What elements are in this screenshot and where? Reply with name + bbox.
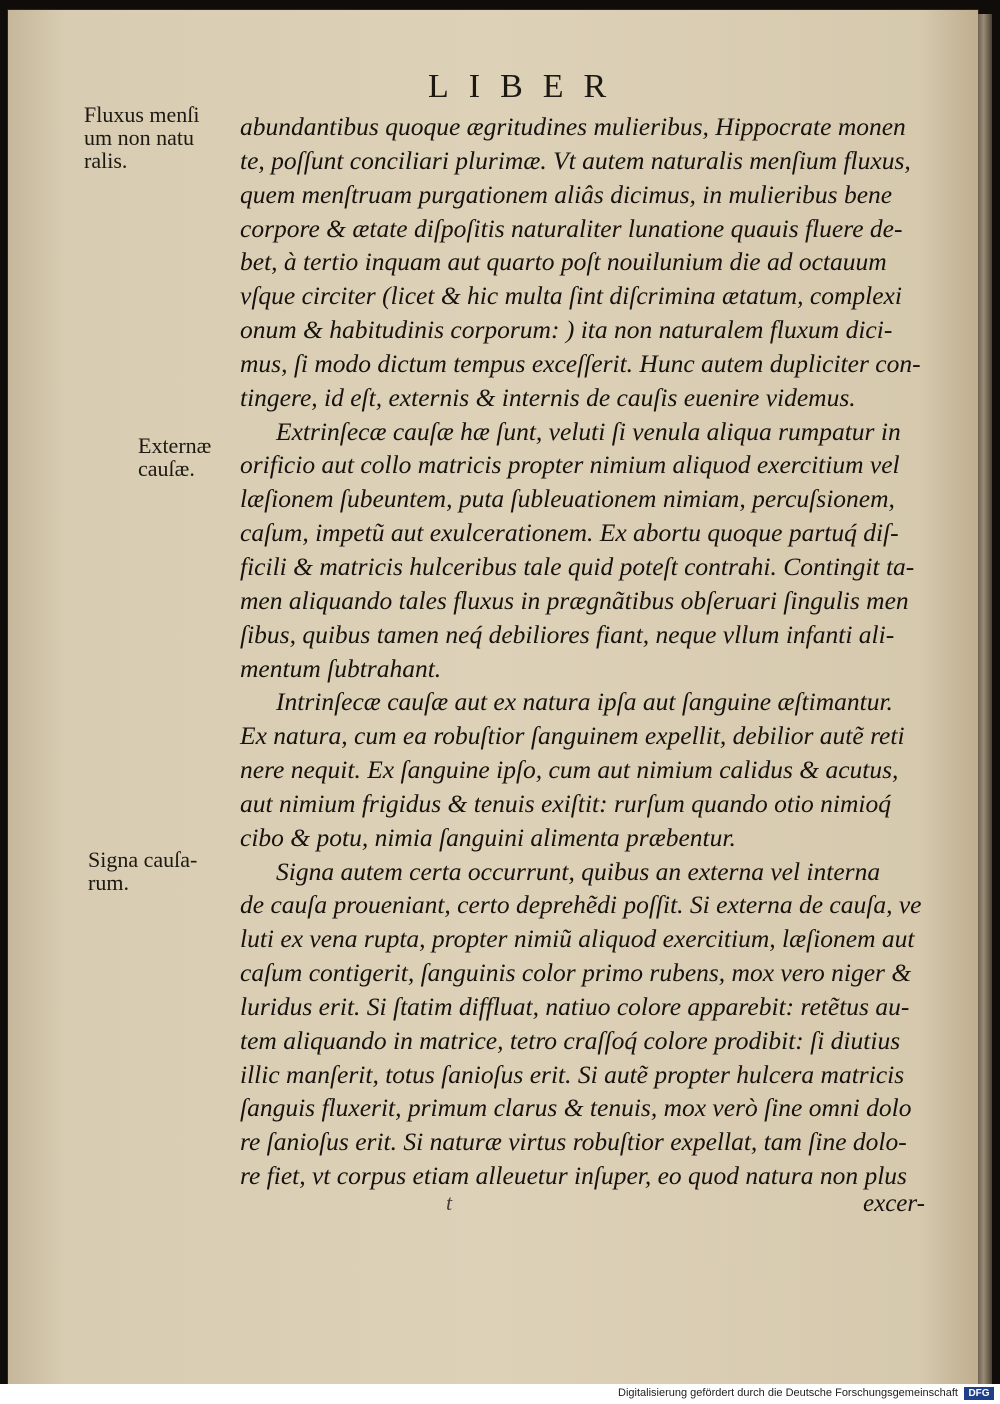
text-line: cibo & potu, nimia ſanguini alimenta præbentur.: [240, 822, 736, 852]
text-line: Ex natura, cum ea robuſtior ſanguinem expellit, debilior autẽ reti: [240, 721, 905, 751]
text-line: caſum contigerit, ſanguinis color primo rubens, mox vero niger &: [240, 958, 912, 988]
catchword: excer-: [863, 1190, 925, 1217]
text-line: mentum ſubtrahant.: [240, 653, 442, 683]
text-line: men aliquando tales fluxus in prægnãtibus obſeruari ſingulis men: [240, 585, 909, 615]
text-line: ſanguis fluxerit, primum clarus & tenuis, mox verò ſine omni dolo: [240, 1093, 912, 1123]
text-line: re fiet, vt corpus etiam alleuetur inſuper, eo quod natura non plus: [240, 1161, 907, 1191]
text-line: corpore & ætate diſpoſitis naturaliter lunatione quauis fluere de-: [240, 213, 903, 243]
book-page: [8, 10, 978, 1384]
text-line: mus, ſi modo dictum tempus exceſſerit. Hunc autem dupliciter con-: [240, 348, 921, 378]
text-line: onum & habitudinis corporum: ) ita non naturalem fluxum dici-: [240, 315, 893, 345]
text-line: Intrinſecæ cauſæ aut ex natura ipſa aut ſanguine æſtimantur.: [276, 687, 893, 717]
page-edge: [978, 14, 992, 1384]
text-line: de cauſa proueniant, certo deprehẽdi poſſit. Si externa de cauſa, ve: [240, 890, 922, 920]
main-text-block: [240, 110, 952, 1193]
text-line: orificio aut collo matricis propter nimium aliquod exercitium vel: [240, 450, 900, 480]
text-line: luti ex vena rupta, propter nimiũ aliquod exercitium, læſionem aut: [240, 924, 915, 954]
text-line: abundantibus quoque ægritudines mulieribus, Hippocrate monen: [240, 112, 906, 141]
text-line: te, poſſunt conciliari plurimæ. Vt autem naturalis menſium fluxus,: [240, 145, 911, 175]
text-line: bet, à tertio inquam aut quarto poſt nouilunium die ad octauum: [240, 247, 887, 277]
signature-mark: t: [446, 1190, 453, 1215]
marginal-note-signa: Signa cauſa- rum.: [88, 847, 198, 895]
text-line: quem menſtruam purgationem aliâs dicimus, in mulieribus bene: [240, 179, 893, 209]
text-line: Signa autem certa occurrunt, quibus an externa vel interna: [276, 856, 881, 886]
text-line: aut nimium frigidus & tenuis exiſtit: rurſum quando otio nimioq́: [240, 788, 891, 818]
text-line: luridus erit. Si ſtatim diffluat, natiuo colore apparebit: retẽtus au-: [240, 991, 910, 1021]
text-line: tingere, id eſt, externis & internis de cauſis euenire videmus.: [240, 382, 856, 412]
marginal-note-fluxus: Fluxus menſi um non natu ralis.: [84, 102, 200, 173]
text-line: ſibus, quibus tamen neq́ debiliores fiant, neque vllum infanti ali-: [240, 619, 895, 649]
footer-bar: [0, 1384, 1000, 1404]
dfg-logo: DFG: [964, 1387, 994, 1400]
text-line: re ſanioſus erit. Si naturæ virtus robuſtior expellat, tam ſine dolo-: [240, 1127, 907, 1157]
text-line: ficili & matricis hulceribus tale quid poteſt contrahi. Contingit ta-: [240, 551, 915, 581]
text-line: læſionem ſubeuntem, puta ſubleuationem nimiam, percuſsionem,: [240, 484, 895, 514]
running-title: LIBER: [428, 68, 627, 105]
text-line: illic manſerit, totus ſanioſus erit. Si autẽ propter hulcera matricis: [240, 1059, 905, 1089]
text-line: tem aliquando in matrice, tetro craſſoq́ colore prodibit: ſi diutius: [240, 1025, 901, 1055]
text-line: nere nequit. Ex ſanguine ipſo, cum aut nimium calidus & acutus,: [240, 755, 899, 785]
text-line: caſum, impetũ aut exulcerationem. Ex abortu quoque partuq́ diſ-: [240, 518, 899, 548]
text-line: Extrinſecæ cauſæ hæ ſunt, veluti ſi venula aliqua rumpatur in: [276, 416, 901, 446]
footer-credit: Digitalisierung gefördert durch die Deutsche Forschungsgemeinschaft: [618, 1387, 958, 1399]
marginal-note-externae: Externæ cauſæ.: [138, 433, 212, 481]
text-line: vſque circiter (licet & hic multa ſint diſcrimina ætatum, complexi: [240, 281, 902, 311]
